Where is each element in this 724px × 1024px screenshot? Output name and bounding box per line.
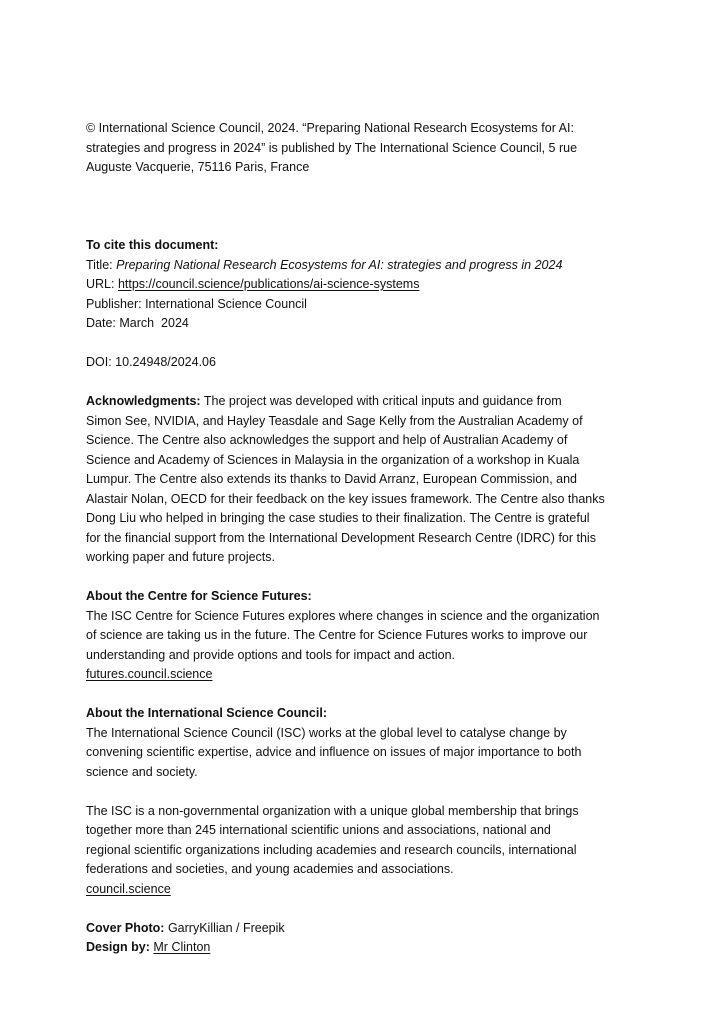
citation-doi-label: DOI: bbox=[86, 355, 116, 369]
copyright-block bbox=[86, 119, 646, 178]
citation-doi-value: 10.24948/2024.06 bbox=[115, 355, 216, 369]
centre-text: understanding and provide options and tools for impact and action. bbox=[86, 647, 455, 662]
citation-publisher-label: Publisher: bbox=[86, 296, 146, 311]
isc-block bbox=[86, 704, 646, 899]
copyright-line: strategies and progress in 2024” is published by The International Science Council, 5 rue bbox=[86, 140, 578, 155]
citation-date-value: March 2024 bbox=[119, 316, 189, 330]
acknowledgments-text: Dong Liu who helped in bringing the case studies to their finalization. The Centre is grateful bbox=[86, 511, 590, 525]
cover-photo-credit bbox=[86, 919, 646, 939]
design-link[interactable]: Mr Clinton bbox=[153, 940, 211, 954]
isc-text: science and society. bbox=[86, 764, 198, 779]
citation-date-label: Date: bbox=[86, 316, 120, 330]
acknowledgments-text: Science and Academy of Sciences in Malaysia in the organization of a workshop in Kuala bbox=[86, 452, 580, 467]
isc-link[interactable]: council.science bbox=[86, 881, 171, 896]
isc-text: together more than 245 international scientific unions and associations, national and bbox=[86, 823, 551, 837]
acknowledgments-heading: Acknowledgments: bbox=[86, 394, 201, 408]
document-page bbox=[86, 119, 646, 958]
centre-link[interactable]: futures.council.science bbox=[86, 667, 213, 681]
acknowledgments-text: Lumpur. The Centre also extends its thanks to David Arranz, European Commission, and bbox=[86, 472, 577, 486]
citation-block bbox=[86, 236, 646, 373]
citation-publisher bbox=[86, 295, 646, 315]
centre-text: The ISC Centre for Science Futures explores where changes in science and the organization bbox=[86, 608, 600, 623]
isc-text: The ISC is a non-governmental organization with a unique global membership that brings bbox=[86, 803, 579, 818]
citation-heading: To cite this document: bbox=[86, 238, 219, 252]
acknowledgments-text: for the financial support from the International Development Research Centre (IDRC) for this bbox=[86, 530, 596, 545]
acknowledgments-text: working paper and future projects. bbox=[86, 550, 275, 564]
acknowledgments-line bbox=[86, 392, 646, 412]
citation-url bbox=[86, 275, 646, 295]
isc-text: federations and societies, and young academies and associations. bbox=[86, 862, 454, 876]
cover-photo-value: GarryKillian / Freepik bbox=[164, 920, 285, 935]
citation-title-label: Title: bbox=[86, 257, 117, 272]
citation-url-label: URL: bbox=[86, 277, 118, 291]
acknowledgments-text: The project was developed with critical inputs and guidance from bbox=[200, 394, 562, 408]
citation-title-value: Preparing National Research Ecosystems for AI: strategies and progress in 2024 bbox=[116, 257, 563, 272]
isc-text: The International Science Council (ISC) works at the global level to catalyse change by bbox=[86, 725, 567, 740]
centre-block bbox=[86, 587, 646, 685]
isc-text: convening scientific expertise, advice and influence on issues of major importance to both bbox=[86, 745, 582, 759]
isc-heading: About the International Science Council: bbox=[86, 706, 327, 720]
acknowledgments-text: Alastair Nolan, OECD for their feedback on the key issues framework. The Centre also thanks bbox=[86, 491, 605, 506]
design-credit bbox=[86, 938, 646, 958]
credits-block bbox=[86, 919, 646, 958]
citation-publisher-value: International Science Council bbox=[145, 296, 307, 311]
acknowledgments-text: Science. The Centre also acknowledges the support and help of Australian Academy of bbox=[86, 433, 568, 447]
centre-heading: About the Centre for Science Futures: bbox=[86, 589, 312, 603]
isc-text: regional scientific organizations including academies and research councils, international bbox=[86, 842, 577, 857]
citation-doi bbox=[86, 353, 646, 373]
cover-photo-label: Cover Photo: bbox=[86, 920, 165, 935]
copyright-line: Auguste Vacquerie, 75116 Paris, France bbox=[86, 160, 310, 174]
design-label: Design by: bbox=[86, 940, 150, 954]
acknowledgments-text: Simon See, NVIDIA, and Hayley Teasdale and Sage Kelly from the Australian Academy of bbox=[86, 413, 583, 428]
citation-date bbox=[86, 314, 646, 334]
acknowledgments-block bbox=[86, 392, 646, 568]
centre-text: of science are taking us in the future. The Centre for Science Futures works to improve our bbox=[86, 628, 588, 642]
citation-url-link[interactable]: https://council.science/publications/ai-science-systems bbox=[117, 277, 420, 291]
copyright-line: © International Science Council, 2024. “Preparing National Research Ecosystems for AI: bbox=[86, 121, 574, 135]
citation-title bbox=[86, 256, 646, 276]
